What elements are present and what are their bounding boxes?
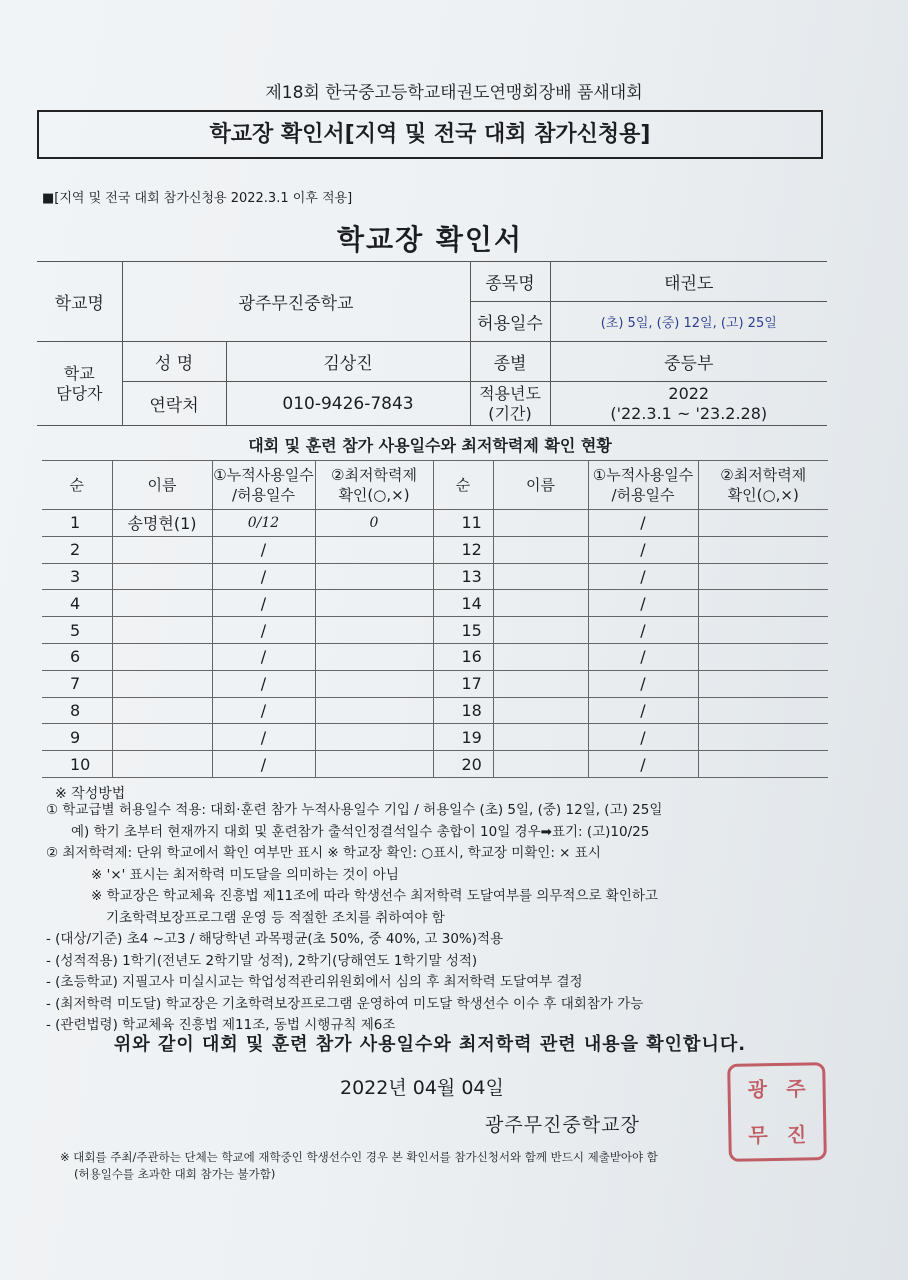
row-days: / bbox=[588, 643, 698, 670]
row-check bbox=[315, 697, 433, 724]
row-number: 3 bbox=[42, 563, 112, 590]
row-check: 0 bbox=[315, 510, 433, 537]
row-number: 17 bbox=[433, 670, 493, 697]
row-check bbox=[315, 670, 433, 697]
header-days-1: ①누적사용일수 bbox=[592, 466, 694, 484]
table-row bbox=[42, 510, 828, 537]
event-value: 태권도 bbox=[550, 262, 827, 302]
note-line: ② 최저학력제: 단위 학교에서 확인 여부만 표시 ※ 학교장 확인: ○표시, 학교장 미확인: × 표시 bbox=[46, 845, 601, 861]
row-days: / bbox=[588, 536, 698, 563]
row-check bbox=[315, 643, 433, 670]
row-check bbox=[315, 536, 433, 563]
row-check bbox=[698, 670, 828, 697]
name-value: 김상진 bbox=[226, 342, 470, 382]
row-name bbox=[493, 536, 588, 563]
row-check bbox=[698, 510, 828, 537]
division-label: 종별 bbox=[470, 342, 550, 382]
row-number: 18 bbox=[433, 697, 493, 724]
header-days-2: /허용일수 bbox=[231, 486, 295, 504]
table-row bbox=[42, 670, 828, 697]
note-line: - (초등학교) 지필고사 미실시교는 학업성적관리위원회에서 심의 후 최저학력 도달여부 결정 bbox=[46, 974, 583, 990]
row-check bbox=[315, 724, 433, 751]
header-name: 이름 bbox=[112, 461, 212, 510]
header-days-1: ①누적사용일수 bbox=[213, 466, 314, 484]
info-table bbox=[37, 261, 827, 426]
header-days-2: /허용일수 bbox=[611, 486, 675, 504]
header-check-1: ②최저학력제 bbox=[720, 466, 807, 484]
row-days: / bbox=[212, 697, 315, 724]
doc-title: 학교장 확인서 bbox=[336, 223, 524, 256]
footnote-line-2: (허용일수를 초과한 대회 참가는 불가함) bbox=[74, 1167, 276, 1181]
row-name bbox=[112, 536, 212, 563]
year-value-1: 2022 bbox=[668, 383, 710, 403]
year-value bbox=[550, 382, 827, 426]
row-check bbox=[698, 536, 828, 563]
row-number: 19 bbox=[433, 724, 493, 751]
event-label: 종목명 bbox=[470, 262, 550, 302]
row-number: 5 bbox=[42, 617, 112, 644]
header-check-1: ②최저학력제 bbox=[331, 466, 417, 484]
row-number: 16 bbox=[433, 643, 493, 670]
row-number: 13 bbox=[433, 563, 493, 590]
row-days: / bbox=[588, 724, 698, 751]
row-name bbox=[493, 751, 588, 778]
row-days: / bbox=[588, 751, 698, 778]
note-line: 예) 학기 초부터 현재까지 대회 및 훈련참가 출석인정결석일수 총합이 10일 경우➡표기: (고)10/25 bbox=[71, 823, 650, 840]
row-check bbox=[698, 617, 828, 644]
header-check-2: 확인(○,×) bbox=[727, 486, 799, 504]
header-days bbox=[212, 461, 315, 510]
header-check-2: 확인(○,×) bbox=[338, 486, 410, 504]
year-label bbox=[470, 382, 550, 426]
seal-char: 진 bbox=[786, 1122, 807, 1147]
header-days bbox=[588, 461, 698, 510]
method-title: ※ 작성방법 bbox=[55, 786, 126, 802]
contact-value: 010-9426-7843 bbox=[226, 382, 470, 426]
row-check bbox=[315, 563, 433, 590]
row-days: / bbox=[212, 724, 315, 751]
footnote-line-1: ※ 대회를 주최/주관하는 단체는 학교에 재학중인 학생선수인 경우 본 확인서를 참가신청서와 함께 반드시 제출받아야 함 bbox=[60, 1150, 658, 1164]
row-check bbox=[698, 563, 828, 590]
table-row bbox=[42, 697, 828, 724]
row-name bbox=[493, 724, 588, 751]
row-name bbox=[112, 643, 212, 670]
allow-value: (초) 5일, (중) 12일, (고) 25일 bbox=[550, 302, 827, 342]
division-value: 중등부 bbox=[550, 342, 827, 382]
row-name bbox=[112, 751, 212, 778]
row-check bbox=[698, 643, 828, 670]
table-row bbox=[42, 617, 828, 644]
contact-label: 연락처 bbox=[122, 382, 226, 426]
row-number: 7 bbox=[42, 670, 112, 697]
row-name bbox=[112, 697, 212, 724]
row-name bbox=[493, 563, 588, 590]
row-days: / bbox=[212, 670, 315, 697]
table-row bbox=[42, 643, 828, 670]
row-name bbox=[112, 724, 212, 751]
row-number: 10 bbox=[42, 751, 112, 778]
table-row bbox=[42, 724, 828, 751]
row-days: / bbox=[588, 590, 698, 617]
row-days: / bbox=[212, 617, 315, 644]
table-row bbox=[42, 751, 828, 778]
row-name bbox=[112, 563, 212, 590]
row-number: 14 bbox=[433, 590, 493, 617]
banner-title: 학교장 확인서[지역 및 전국 대회 참가신청용] bbox=[37, 110, 823, 159]
row-days: / bbox=[212, 563, 315, 590]
roster-table bbox=[42, 460, 828, 778]
note-line: - (최저학력 미도달) 학교장은 기초학력보장프로그램 운영하여 미도달 학생선수 이수 후 대회참가 가능 bbox=[46, 995, 644, 1012]
note-line: - (성적적용) 1학기(전년도 2학기말 성적), 2학기(당해연도 1학기말 성적) bbox=[46, 952, 478, 969]
table-row bbox=[42, 563, 828, 590]
row-check bbox=[315, 751, 433, 778]
row-name: 송명현(1) bbox=[112, 510, 212, 537]
row-days: / bbox=[212, 751, 315, 778]
row-check bbox=[315, 617, 433, 644]
note-line: - (관련법령) 학교체육 진흥법 제11조, 동법 시행규칙 제6조 bbox=[46, 1017, 396, 1033]
row-number: 6 bbox=[42, 643, 112, 670]
school-seal-stamp bbox=[727, 1062, 827, 1162]
row-days: / bbox=[212, 590, 315, 617]
issue-date: 2022년 04월 04일 bbox=[340, 1077, 504, 1099]
note-line: - (대상/기준) 초4 ~고3 / 해당학년 과목평균(초 50%, 중 40%, 고 30%)적용 bbox=[46, 931, 504, 947]
row-number: 15 bbox=[433, 617, 493, 644]
row-name bbox=[493, 670, 588, 697]
event-title: 제18회 한국중고등학교태권도연맹회장배 품새대회 bbox=[265, 83, 643, 103]
row-name bbox=[493, 697, 588, 724]
seal-char: 무 bbox=[748, 1123, 768, 1148]
staff-label-2: 담당자 bbox=[56, 383, 103, 403]
note-line: ※ 학교장은 학교체육 진흥법 제11조에 따라 학생선수 최저학력 도달여부를 의무적으로 확인하고 bbox=[91, 888, 658, 904]
principal-signature: 광주무진중학교장 bbox=[485, 1114, 640, 1136]
row-days: 0/12 bbox=[212, 510, 315, 537]
header-name: 이름 bbox=[493, 461, 588, 510]
header-seq: 순 bbox=[42, 461, 112, 510]
name-label: 성 명 bbox=[122, 342, 226, 382]
row-days: / bbox=[588, 697, 698, 724]
row-check bbox=[698, 724, 828, 751]
row-name bbox=[112, 590, 212, 617]
row-number: 1 bbox=[42, 510, 112, 537]
year-value-2: ('22.3.1 ~ '23.2.28) bbox=[610, 403, 768, 423]
row-check bbox=[315, 590, 433, 617]
row-name bbox=[493, 590, 588, 617]
row-check bbox=[698, 751, 828, 778]
applies-note: ■[지역 및 전국 대회 참가신청용 2022.3.1 이후 적용] bbox=[42, 191, 353, 206]
allow-label: 허용일수 bbox=[470, 302, 550, 342]
confirmation-statement: 위와 같이 대회 및 훈련 참가 사용일수와 최저학력 관련 내용을 확인합니다. bbox=[113, 1034, 747, 1055]
row-days: / bbox=[212, 536, 315, 563]
year-label-1: 적용년도 bbox=[479, 383, 541, 403]
note-line: ※ '×' 표시는 최저학력 미도달을 의미하는 것이 아님 bbox=[91, 866, 399, 883]
row-days: / bbox=[588, 617, 698, 644]
row-check bbox=[698, 590, 828, 617]
table-row bbox=[42, 536, 828, 563]
row-number: 20 bbox=[433, 751, 493, 778]
row-number: 11 bbox=[433, 510, 493, 537]
table-row bbox=[42, 590, 828, 617]
row-number: 4 bbox=[42, 590, 112, 617]
row-name bbox=[493, 510, 588, 537]
staff-label bbox=[37, 342, 122, 426]
row-days: / bbox=[212, 643, 315, 670]
row-name bbox=[493, 643, 588, 670]
row-days: / bbox=[588, 670, 698, 697]
footnote bbox=[60, 1149, 830, 1183]
notes-block bbox=[46, 800, 836, 1037]
school-value: 광주무진중학교 bbox=[122, 262, 470, 342]
seal-char: 주 bbox=[786, 1076, 806, 1101]
row-days: / bbox=[588, 510, 698, 537]
row-name bbox=[493, 617, 588, 644]
row-number: 8 bbox=[42, 697, 112, 724]
section-title: 대회 및 훈련 참가 사용일수와 최저학력제 확인 현황 bbox=[248, 436, 612, 455]
row-days: / bbox=[588, 563, 698, 590]
note-line: 기초학력보장프로그램 운영 등 적절한 조치를 취하여야 함 bbox=[106, 909, 445, 926]
school-label: 학교명 bbox=[37, 262, 122, 342]
staff-label-1: 학교 bbox=[63, 363, 95, 383]
header-check bbox=[698, 461, 828, 510]
row-check bbox=[698, 697, 828, 724]
seal-char: 광 bbox=[747, 1077, 768, 1102]
note-line: ① 학교급별 허용일수 적용: 대회·훈련 참가 누적사용일수 기입 / 허용일수 (초) 5일, (중) 12일, (고) 25일 bbox=[46, 802, 663, 818]
row-number: 12 bbox=[433, 536, 493, 563]
row-number: 9 bbox=[42, 724, 112, 751]
row-name bbox=[112, 617, 212, 644]
header-check bbox=[315, 461, 433, 510]
header-seq: 순 bbox=[433, 461, 493, 510]
row-number: 2 bbox=[42, 536, 112, 563]
row-name bbox=[112, 670, 212, 697]
year-label-2: (기간) bbox=[488, 403, 532, 423]
